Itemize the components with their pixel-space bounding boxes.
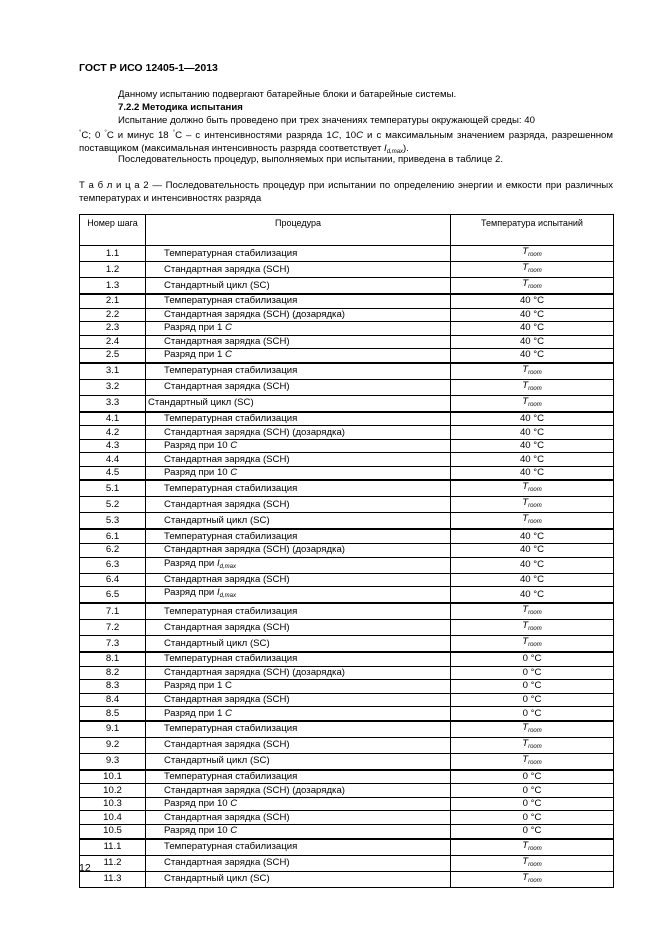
procedure-cell: Температурная стабилизация [146, 246, 451, 262]
step-number: 3.2 [80, 379, 146, 395]
temperature-cell: $T_{room}$ [451, 246, 614, 262]
temperature-cell: $T_{room}$ [451, 513, 614, 530]
table-row [80, 262, 614, 278]
step-number: 6.4 [80, 573, 146, 587]
step-number: 8.2 [80, 666, 146, 680]
step-number: 8.5 [80, 707, 146, 721]
temperature-cell: $T_{room}$ [451, 278, 614, 295]
procedure-cell: Температурная стабилизация [146, 363, 451, 380]
temperature-cell: 0 °C [451, 784, 614, 798]
table-row [80, 308, 614, 322]
temperature-cell: 0 °C [451, 707, 614, 721]
table-row [80, 513, 614, 530]
table-row [80, 811, 614, 825]
temperature-cell: 0 °C [451, 770, 614, 784]
procedure-cell: Температурная стабилизация [146, 294, 451, 308]
temperature-cell: 40 °C [451, 573, 614, 587]
procedure-cell: Разряд при 10 C [146, 825, 451, 839]
temperature-cell: $T_{room}$ [451, 871, 614, 887]
procedure-cell: Стандартный цикл (SC) [146, 871, 451, 887]
procedure-cell: Разряд при 10 C [146, 466, 451, 480]
procedure-cell: Разряд при 10 C [146, 797, 451, 811]
step-number: 9.1 [80, 721, 146, 738]
table-row [80, 322, 614, 336]
temperature-cell: 40 °C [451, 587, 614, 604]
table-row [80, 573, 614, 587]
table-row [80, 620, 614, 636]
procedure-cell: Стандартная зарядка (SCH) [146, 811, 451, 825]
table-row [80, 603, 614, 620]
procedure-cell: Температурная стабилизация [146, 412, 451, 426]
step-number: 1.3 [80, 278, 146, 295]
step-number: 2.2 [80, 308, 146, 322]
temperature-cell: $T_{room}$ [451, 395, 614, 412]
intro-paragraph: Данному испытанию подвергают батарейные блоки и батарейные системы. [118, 89, 457, 100]
step-number: 6.1 [80, 529, 146, 543]
step-number: 10.2 [80, 784, 146, 798]
col-header-procedure: Процедура [146, 215, 451, 246]
table-row [80, 737, 614, 753]
temperature-cell: $T_{room}$ [451, 753, 614, 770]
table-row [80, 825, 614, 839]
step-number: 8.4 [80, 693, 146, 707]
table-row [80, 466, 614, 480]
table-row [80, 294, 614, 308]
temperature-cell: $T_{room}$ [451, 603, 614, 620]
procedure-cell: Температурная стабилизация [146, 770, 451, 784]
table-row [80, 797, 614, 811]
procedure-table [79, 214, 614, 888]
table-row [80, 278, 614, 295]
procedure-cell: Стандартная зарядка (SCH) [146, 262, 451, 278]
procedure-cell: Стандартная зарядка (SCH) [146, 855, 451, 871]
temperature-cell: $T_{room}$ [451, 363, 614, 380]
procedure-cell: Разряд при 10 C [146, 439, 451, 453]
step-number: 8.3 [80, 680, 146, 694]
step-number: 4.4 [80, 453, 146, 467]
table-row [80, 557, 614, 573]
procedure-cell: Стандартная зарядка (SCH) [146, 737, 451, 753]
step-number: 10.3 [80, 797, 146, 811]
step-number: 8.1 [80, 652, 146, 666]
table-row [80, 349, 614, 363]
step-number: 5.2 [80, 497, 146, 513]
temperature-cell: $T_{room}$ [451, 737, 614, 753]
temperature-cell: 40 °C [451, 557, 614, 573]
temperature-cell: 40 °C [451, 426, 614, 440]
method-paragraph: Испытание должно быть проведено при трех значениях температуры окружающей среды: 40 °С; 0 °С и минус 18 °С – с интенсивностями разряда 1С, 10С и с максимальным значением разряда, разрешенном поставщиком (максимальная интенсивность разряда соответствует $I_{d,max}$). [79, 115, 613, 155]
col-header-temperature: Температура испытаний [451, 215, 614, 246]
step-number: 10.4 [80, 811, 146, 825]
table-row [80, 680, 614, 694]
temperature-cell: 0 °C [451, 811, 614, 825]
procedure-cell: Температурная стабилизация [146, 480, 451, 497]
temperature-cell: 40 °C [451, 335, 614, 349]
table-row [80, 379, 614, 395]
step-number: 4.3 [80, 439, 146, 453]
table-row [80, 412, 614, 426]
procedure-cell: Температурная стабилизация [146, 529, 451, 543]
table-row [80, 587, 614, 604]
table-row [80, 652, 614, 666]
table-caption: Т а б л и ц а 2 — Последовательность процедур при испытании по определению энергии и емкости при различных температурах и интенсивностях разряда [79, 180, 613, 204]
procedure-cell: Стандартная зарядка (SCH) [146, 573, 451, 587]
table-row [80, 839, 614, 856]
procedure-cell: Стандартная зарядка (SCH) (дозарядка) [146, 308, 451, 322]
temperature-cell: 40 °C [451, 308, 614, 322]
temperature-cell: 40 °C [451, 349, 614, 363]
table-row [80, 480, 614, 497]
step-number: 3.3 [80, 395, 146, 412]
procedure-cell: Стандартная зарядка (SCH) (дозарядка) [146, 544, 451, 558]
table-row [80, 529, 614, 543]
step-number: 9.3 [80, 753, 146, 770]
step-number: 1.1 [80, 246, 146, 262]
procedure-cell: Стандартная зарядка (SCH) (дозарядка) [146, 784, 451, 798]
table-row [80, 363, 614, 380]
step-number: 2.4 [80, 335, 146, 349]
temperature-cell: 0 °C [451, 680, 614, 694]
table-row [80, 335, 614, 349]
step-number: 6.5 [80, 587, 146, 604]
temperature-cell: 40 °C [451, 412, 614, 426]
page-number: 12 [79, 862, 91, 874]
procedure-cell: Стандартная зарядка (SCH) (дозарядка) [146, 666, 451, 680]
temperature-cell: 40 °C [451, 529, 614, 543]
step-number: 11.1 [80, 839, 146, 856]
procedure-cell: Разряд при $I_{d,max}$ [146, 587, 451, 604]
temperature-cell: $T_{room}$ [451, 855, 614, 871]
temperature-cell: $T_{room}$ [451, 379, 614, 395]
step-number: 11.2 [80, 855, 146, 871]
table-row [80, 784, 614, 798]
step-number: 4.5 [80, 466, 146, 480]
procedure-cell: Стандартный цикл (SC) [146, 636, 451, 653]
procedure-cell: Температурная стабилизация [146, 839, 451, 856]
temperature-cell: $T_{room}$ [451, 839, 614, 856]
procedure-cell: Стандартная зарядка (SCH) [146, 335, 451, 349]
procedure-cell: Стандартная зарядка (SCH) [146, 379, 451, 395]
procedure-cell: Стандартный цикл (SC) [146, 753, 451, 770]
temperature-cell: $T_{room}$ [451, 636, 614, 653]
table-row [80, 693, 614, 707]
step-number: 1.2 [80, 262, 146, 278]
temperature-cell: 0 °C [451, 666, 614, 680]
procedure-cell: Стандартная зарядка (SCH) [146, 453, 451, 467]
step-number: 5.1 [80, 480, 146, 497]
table-row [80, 707, 614, 721]
procedure-cell: Стандартный цикл (SC) [146, 513, 451, 530]
table-row [80, 439, 614, 453]
step-number: 6.3 [80, 557, 146, 573]
procedure-cell: Стандартная зарядка (SCH) [146, 620, 451, 636]
temperature-cell: 0 °C [451, 825, 614, 839]
temperature-cell: $T_{room}$ [451, 497, 614, 513]
table-row [80, 770, 614, 784]
temperature-cell: $T_{room}$ [451, 721, 614, 738]
step-number: 4.1 [80, 412, 146, 426]
temperature-cell: $T_{room}$ [451, 620, 614, 636]
table-row [80, 636, 614, 653]
procedure-cell: Стандартная зарядка (SCH) [146, 693, 451, 707]
procedure-cell: Разряд при 1 C [146, 322, 451, 336]
step-number: 6.2 [80, 544, 146, 558]
procedure-cell: Разряд при $I_{d,max}$ [146, 557, 451, 573]
step-number: 11.3 [80, 871, 146, 887]
procedure-cell: Температурная стабилизация [146, 721, 451, 738]
temperature-cell: $T_{room}$ [451, 262, 614, 278]
step-number: 4.2 [80, 426, 146, 440]
table-header-row [80, 215, 614, 246]
sequence-paragraph: Последовательность процедур, выполняемых при испытании, приведена в таблице 2. [118, 154, 504, 165]
temperature-cell: 0 °C [451, 652, 614, 666]
procedure-cell: Разряд при 1 C [146, 680, 451, 694]
temperature-cell: 40 °C [451, 544, 614, 558]
table-row [80, 395, 614, 412]
step-number: 5.3 [80, 513, 146, 530]
table-row [80, 753, 614, 770]
temperature-cell: 0 °C [451, 797, 614, 811]
step-number: 2.1 [80, 294, 146, 308]
temperature-cell: 0 °C [451, 693, 614, 707]
step-number: 2.5 [80, 349, 146, 363]
step-number: 2.3 [80, 322, 146, 336]
table-row [80, 721, 614, 738]
step-number: 7.1 [80, 603, 146, 620]
temperature-cell: 40 °C [451, 322, 614, 336]
procedure-cell: Стандартная зарядка (SCH) [146, 497, 451, 513]
document-header: ГОСТ Р ИСО 12405-1—2013 [79, 62, 218, 74]
table-row [80, 426, 614, 440]
section-heading: 7.2.2 Методика испытания [118, 102, 243, 113]
procedure-cell: Стандартная зарядка (SCH) (дозарядка) [146, 426, 451, 440]
temperature-cell: 40 °C [451, 466, 614, 480]
step-number: 10.5 [80, 825, 146, 839]
table-row [80, 497, 614, 513]
table-row [80, 246, 614, 262]
procedure-cell: Стандартный цикл (SC) [146, 395, 451, 412]
temperature-cell: 40 °C [451, 453, 614, 467]
temperature-cell: $T_{room}$ [451, 480, 614, 497]
procedure-cell: Разряд при 1 C [146, 707, 451, 721]
table-row [80, 871, 614, 887]
col-header-step: Номер шага [80, 215, 146, 246]
procedure-cell: Температурная стабилизация [146, 603, 451, 620]
step-number: 7.2 [80, 620, 146, 636]
procedure-cell: Температурная стабилизация [146, 652, 451, 666]
table-row [80, 855, 614, 871]
table-row [80, 544, 614, 558]
temperature-cell: 40 °C [451, 294, 614, 308]
step-number: 7.3 [80, 636, 146, 653]
table-row [80, 666, 614, 680]
temperature-cell: 40 °C [451, 439, 614, 453]
procedure-cell: Стандартный цикл (SC) [146, 278, 451, 295]
table-row [80, 453, 614, 467]
step-number: 3.1 [80, 363, 146, 380]
step-number: 10.1 [80, 770, 146, 784]
table-body [80, 246, 614, 888]
procedure-cell: Разряд при 1 C [146, 349, 451, 363]
step-number: 9.2 [80, 737, 146, 753]
